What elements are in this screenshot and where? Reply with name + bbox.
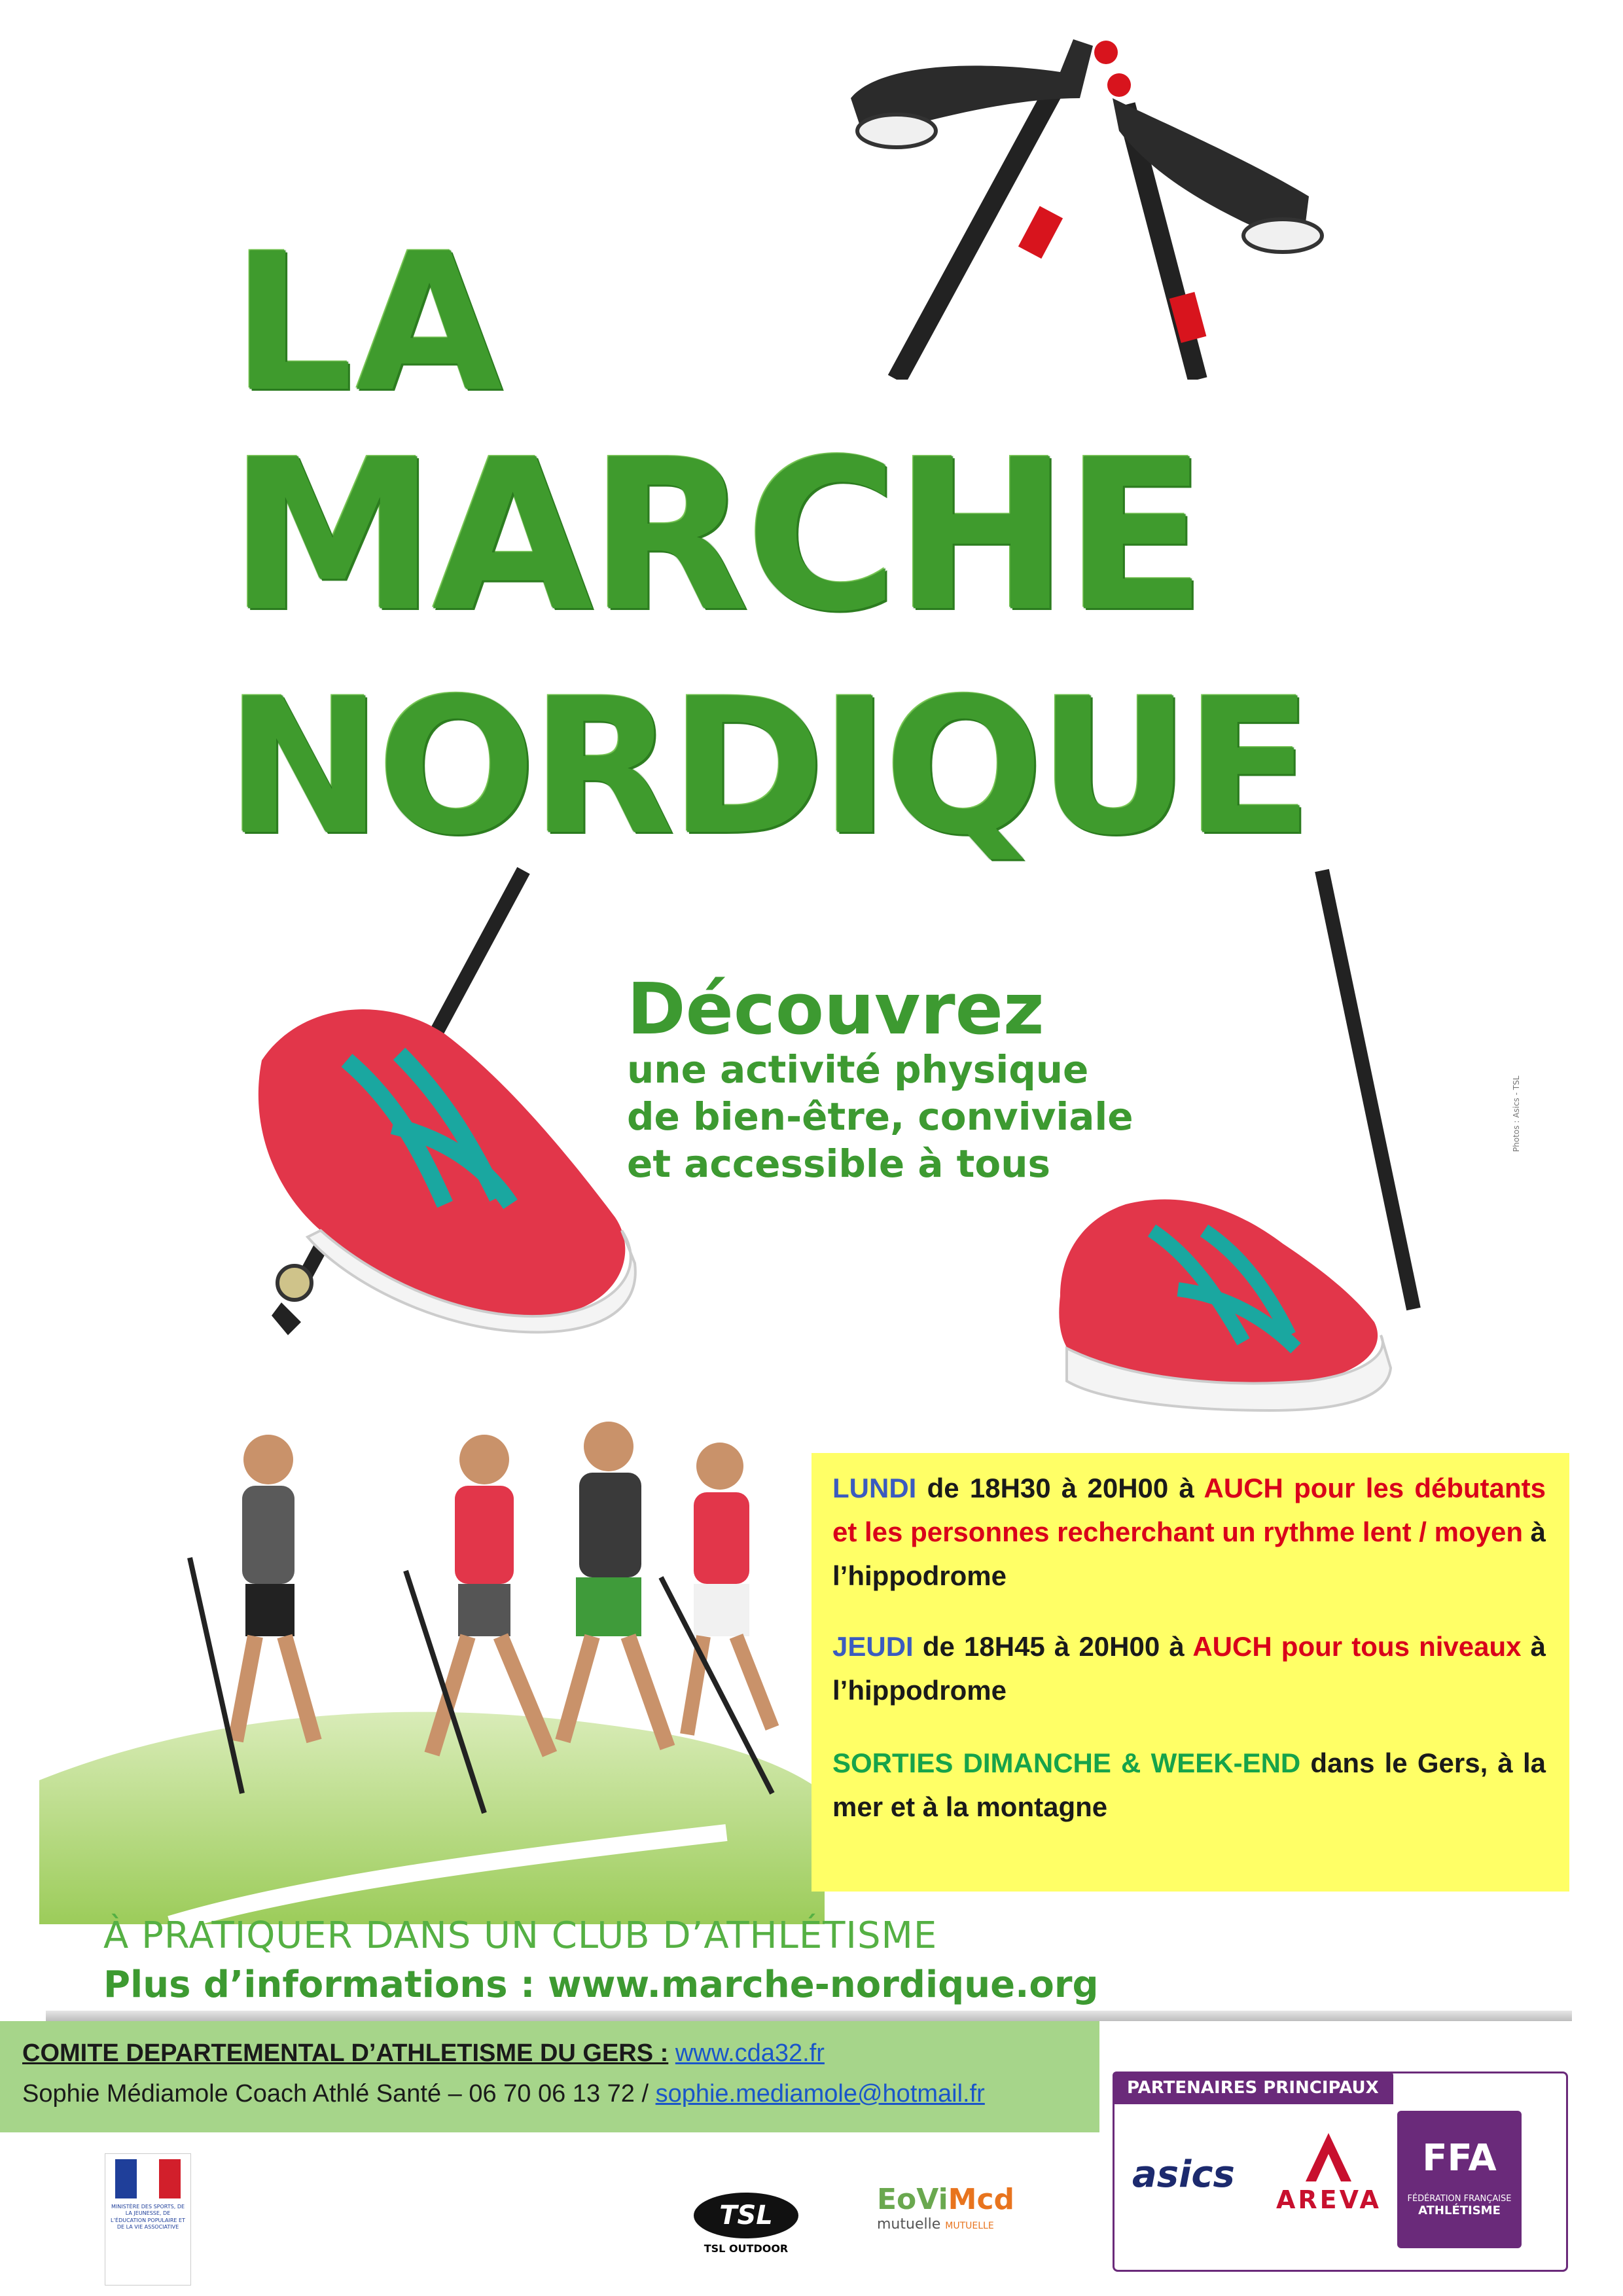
title-line-la: LA xyxy=(232,213,506,434)
asics-logo: asics xyxy=(1132,2153,1235,2196)
monday-place: à l’hippodrome xyxy=(832,1516,1546,1592)
ffa-athletisme-text: ATHLÉTISME xyxy=(1418,2204,1501,2217)
thursday-label: JEUDI xyxy=(832,1631,914,1662)
ffa-federation-text: FÉDÉRATION FRANÇAISE xyxy=(1407,2194,1512,2204)
email-link[interactable]: sophie.mediamole@hotmail.fr xyxy=(655,2080,985,2108)
organization-name: COMITE DEPARTEMENTAL D’ATHLETISME DU GERS : xyxy=(22,2039,669,2067)
discover-line-3: et accessible à tous xyxy=(627,1141,1051,1186)
thursday-city: AUCH xyxy=(1192,1631,1272,1662)
schedule-monday xyxy=(832,1466,1546,1598)
tsl-logo xyxy=(694,2193,798,2255)
website-link[interactable]: www.cda32.fr xyxy=(675,2039,825,2067)
weekend-label: SORTIES DIMANCHE & WEEK-END xyxy=(832,1748,1301,1778)
discover-line-2: de bien-être, conviviale xyxy=(627,1094,1133,1139)
ffa-logo xyxy=(1397,2111,1522,2248)
mcd-text: Mcd xyxy=(948,2183,1015,2216)
photo-credits: Photos : Asics - TSL xyxy=(1512,1075,1521,1152)
weekend-details: dans le Gers, à la mer et à la montagne xyxy=(832,1748,1546,1823)
eovi-text: EoVi xyxy=(877,2183,948,2216)
title-line-marche: MARCHE xyxy=(229,415,1204,657)
monday-audience: pour les débutants et les personnes recherchant un rythme lent / moyen xyxy=(832,1473,1546,1548)
mutuelle-label-2: MUTUELLE xyxy=(945,2221,994,2231)
walkers-illustration xyxy=(39,1361,825,1924)
monday-label: LUNDI xyxy=(832,1473,917,1503)
contact-line xyxy=(22,2080,985,2108)
organization-line xyxy=(22,2039,825,2068)
contact-text: Sophie Médiamole Coach Athlé Santé – 06 70 06 13 72 / xyxy=(22,2080,656,2108)
title-line-nordique: NORDIQUE xyxy=(226,659,1308,876)
thursday-time: de 18H45 à 20H00 à xyxy=(913,1631,1193,1662)
eovi-mcd-logo xyxy=(877,2183,1014,2233)
divider-shadow xyxy=(46,2011,1572,2021)
schedule-weekend xyxy=(832,1741,1546,1829)
schedule-box xyxy=(812,1453,1569,1892)
more-info-line: Plus d’informations : www.marche-nordique.org xyxy=(103,1964,1099,2006)
thursday-place: à l’hippodrome xyxy=(832,1631,1546,1706)
mutuelle-label: mutuelle xyxy=(877,2216,941,2233)
thursday-audience: pour tous niveaux xyxy=(1272,1631,1522,1662)
ministry-logo xyxy=(105,2153,191,2286)
partners-header: PARTENAIRES PRINCIPAUX xyxy=(1113,2072,1393,2104)
schedule-thursday xyxy=(832,1624,1546,1712)
french-flag-icon xyxy=(115,2159,181,2198)
discover-line-1: une activité physique xyxy=(627,1047,1089,1092)
areva-label: AREVA xyxy=(1276,2185,1382,2214)
tsl-mark: TSL xyxy=(694,2193,798,2238)
practice-club-line: À PRATIQUER DANS UN CLUB D’ATHLÉTISME xyxy=(103,1914,938,1957)
walking-poles-top-illustration xyxy=(785,0,1342,380)
monday-time: de 18H30 à 20H00 à xyxy=(916,1473,1204,1503)
discover-heading: Découvrez xyxy=(627,969,1044,1050)
areva-a-icon xyxy=(1299,2130,1358,2183)
contact-box xyxy=(0,2021,1099,2132)
tsl-caption: TSL OUTDOOR xyxy=(704,2242,789,2255)
monday-city: AUCH xyxy=(1204,1473,1283,1503)
ministry-text: MINISTÈRE DES SPORTS, DE LA JEUNESSE, DE L’ÉDUCATION POPULAIRE ET DE LA VIE ASSOCIATIVE xyxy=(111,2204,185,2231)
eovi-mutuelle-text xyxy=(877,2216,1014,2233)
ffa-label: FFA xyxy=(1422,2137,1497,2179)
areva-logo xyxy=(1276,2130,1382,2214)
